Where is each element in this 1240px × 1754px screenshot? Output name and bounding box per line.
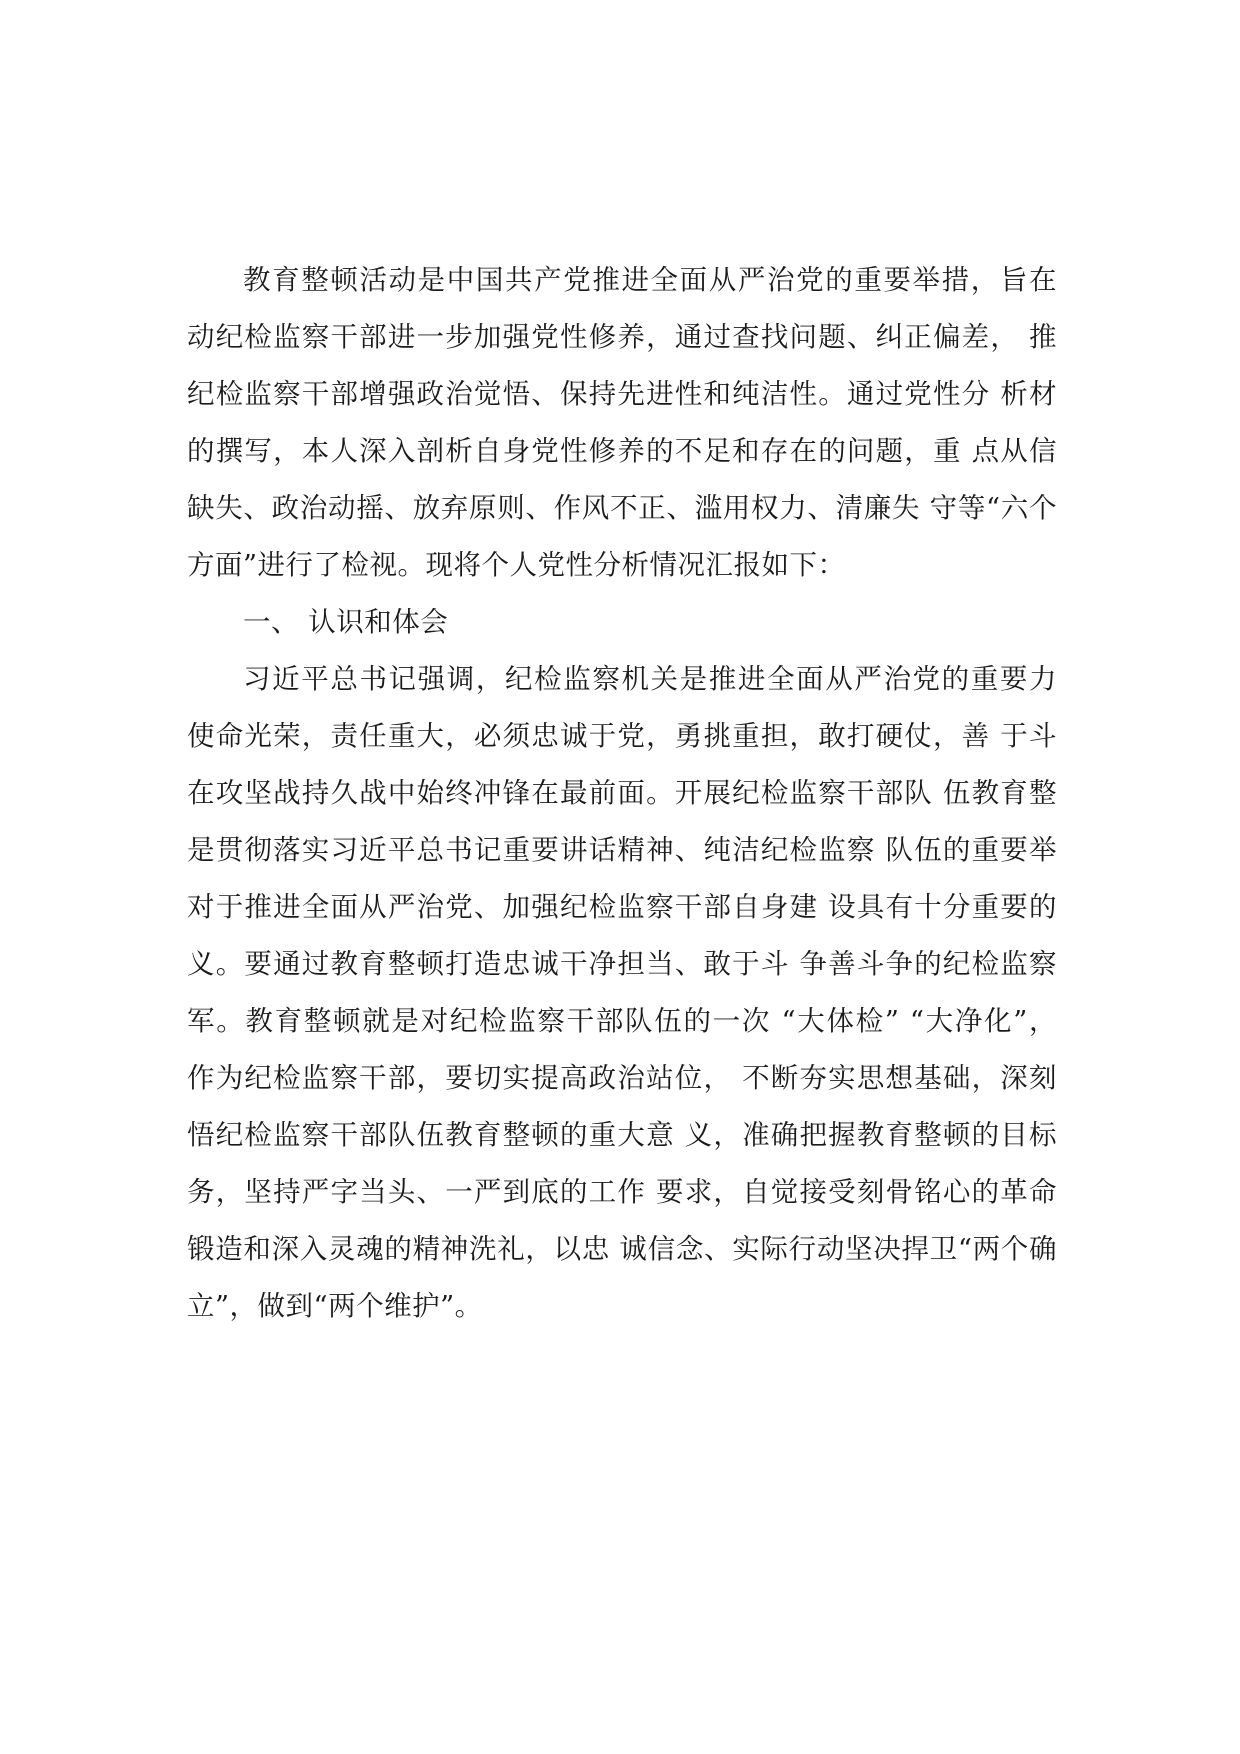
paragraph-2-line: 悟纪检监察干部队伍教育整顿的重大意 义，准确把握教育整顿的目标 [187, 1119, 1057, 1151]
paragraph-2-line: 作为纪检监察干部，要切实提高政治站位， 不断夯实思想基础，深刻 [187, 1062, 1057, 1094]
document-body [187, 252, 1057, 1335]
paragraph-1-line: 教育整顿活动是中国共产党推进全面从严治党的重要举措，旨在 [243, 264, 1057, 296]
paragraph-2-line: 锻造和深入灵魂的精神洗礼，以忠 诚信念、实际行动坚决捍卫“两个确 [187, 1233, 1057, 1265]
paragraph-2-line: 习近平总书记强调，纪检监察机关是推进全面从严治党的重要力 [243, 663, 1057, 695]
paragraph-1-line: 的撰写，本人深入剖析自身党性修养的不足和存在的问题，重 点从信 [187, 435, 1057, 467]
paragraph-2-line: 是贯彻落实习近平总书记重要讲话精神、纯洁纪检监察 队伍的重要举 [187, 834, 1057, 866]
paragraph-2-line: 在攻坚战持久战中始终冲锋在最前面。开展纪检监察干部队 伍教育整 [187, 777, 1057, 809]
paragraph-2-line: 对于推进全面从严治党、加强纪检监察干部自身建 设具有十分重要的 [187, 891, 1057, 923]
paragraph-2-line: 务，坚持严字当头、一严到底的工作 要求，自觉接受刻骨铭心的革命 [187, 1176, 1057, 1208]
paragraph-1-line: 动纪检监察干部进一步加强党性修养，通过查找问题、纠正偏差， 推 [187, 321, 1057, 353]
paragraph-1-line: 纪检监察干部增强政治觉悟、保持先进性和纯洁性。通过党性分 析材 [187, 378, 1057, 410]
section-heading: 一、 认识和体会 [243, 606, 449, 638]
paragraph-2-line: 义。要通过教育整顿打造忠诚干净担当、敢于斗 争善斗争的纪检监察 [187, 948, 1057, 980]
paragraph-2-line: 使命光荣，责任重大，必须忠诚于党，勇挑重担，敢打硬仗，善 于斗 [187, 720, 1057, 752]
paragraph-1-line: 缺失、政治动摇、放弃原则、作风不正、滥用权力、清廉失 守等“六个 [187, 492, 1057, 524]
paragraph-2-line: 立”，做到“两个维护”。 [187, 1290, 483, 1322]
paragraph-1-line: 方面”进行了检视。现将个人党性分析情况汇报如下： [187, 549, 846, 581]
paragraph-2-line: 军。教育整顿就是对纪检监察干部队伍的一次 “大体检” “大净化”， [187, 1005, 1057, 1037]
